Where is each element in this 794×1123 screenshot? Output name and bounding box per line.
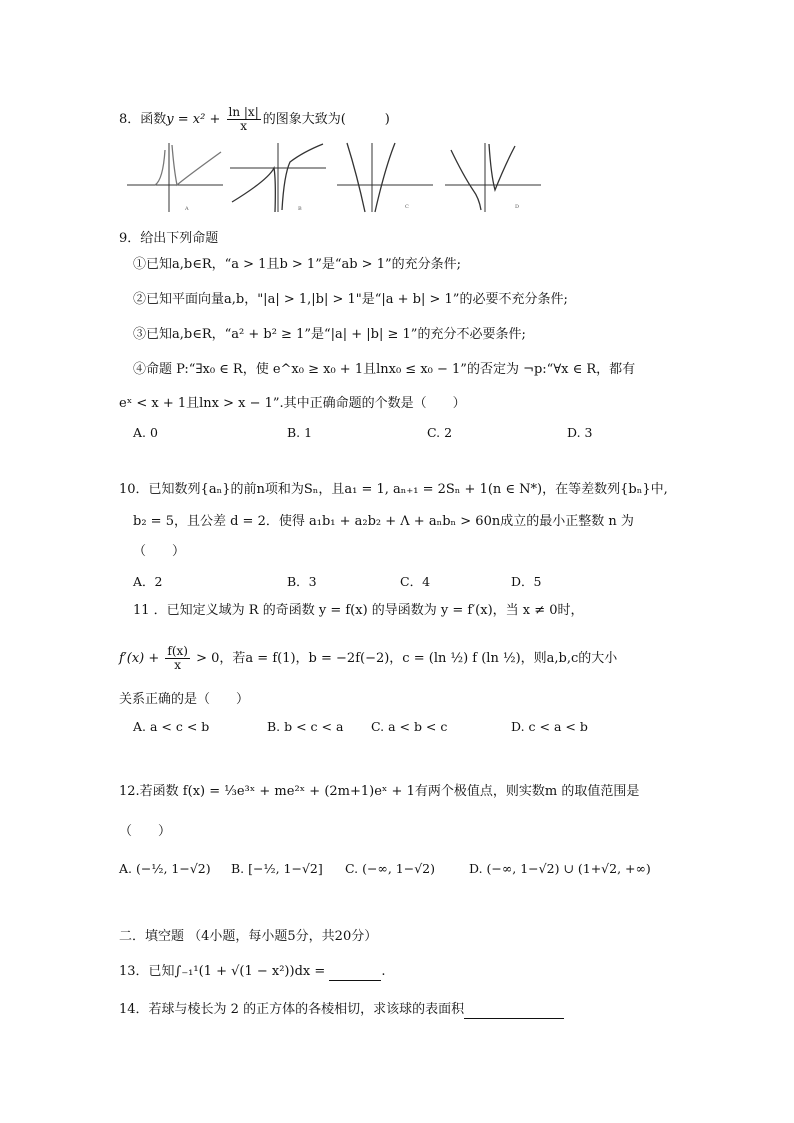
answer-blank xyxy=(329,966,381,981)
question-8: 8．函数y = x² + $\frac{\ln |x|}{x}$ 的图象大致为( ) xyxy=(119,105,390,133)
q10-option-b: B．3 xyxy=(287,574,317,589)
fraction: $\frac{\ln |x|}{x}$ xyxy=(228,105,259,133)
q11-option-d: D. c < a < b xyxy=(511,719,588,734)
q11-option-a: A. a < c < b xyxy=(133,719,210,734)
q9-item-4-cont: eˣ < x + 1且lnx > x − 1”.其中正确命题的个数是（ ） xyxy=(119,396,466,411)
q9-item-4: ④命题 P:“∃x₀ ∈ R，使 e^x₀ ≥ x₀ + 1且lnx₀ ≤ x₀ − 1”的否定为 ¬p:“∀x ∈ R，都有 xyxy=(133,362,636,377)
answer-blank xyxy=(464,1004,564,1019)
figure-a xyxy=(125,140,225,215)
q10-option-a: A．2 xyxy=(133,574,163,589)
q9-option-a: A. 0 xyxy=(133,425,158,440)
figure-label: C xyxy=(405,204,409,210)
question-10-line3: （ ） xyxy=(133,544,186,559)
figure-d xyxy=(443,140,543,215)
question-11-line2: f′(x) + $\frac{f(x)}{x}$ > 0，若a = f(1)，b = −2f(−2)，c = (ln ½) f (ln ½)，则a,b,c的大小 xyxy=(119,644,618,672)
question-9-stem: 9．给出下列命题 xyxy=(119,231,219,246)
section-heading: 二．填空题 （4小题，每小题5分，共20分） xyxy=(119,929,378,944)
question-11-line1: 11 ．已知定义域为 R 的奇函数 y = f(x) 的导函数为 y = f′(x)，当 x ≠ 0时， xyxy=(133,603,584,618)
question-10-line1: 10．已知数列{aₙ}的前n项和为Sₙ，且a₁ = 1, aₙ₊₁ = 2Sₙ + 1(n ∈ N*)，在等差数列{bₙ}中, xyxy=(119,482,668,497)
question-12-line2: （ ） xyxy=(119,824,172,839)
q12-option-c: C. (−∞, 1−√2) xyxy=(345,861,435,876)
q9-item-2: ②已知平面向量a,b，"|a| > 1,|b| > 1"是“|a + b| > 1”的必要不充分条件; xyxy=(133,292,568,307)
q12-option-d: D. (−∞, 1−√2) ∪ (1+√2, +∞) xyxy=(469,861,651,876)
question-11-line3: 关系正确的是（ ） xyxy=(119,692,250,707)
figure-label: D xyxy=(515,204,520,210)
figure-c xyxy=(335,140,435,215)
question-10-line2: b₂ = 5，且公差 d = 2．使得 a₁b₁ + a₂b₂ + Λ + aₙbₙ > 60n成立的最小正整数 n 为 xyxy=(133,514,634,529)
q12-option-b: B. [−½, 1−√2] xyxy=(231,861,323,876)
q12-option-a: A. (−½, 1−√2) xyxy=(119,861,211,876)
question-number: 8． xyxy=(119,112,141,127)
q10-option-c: C．4 xyxy=(400,574,431,589)
fraction: $\frac{f(x)}{x}$ xyxy=(167,644,188,672)
q11-option-c: C. a < b < c xyxy=(371,719,448,734)
question-14: 14．若球与棱长为 2 的正方体的各棱相切，求该球的表面积 xyxy=(119,1001,564,1019)
question-13: 13．已知∫₋₁¹(1 + √(1 − x²))dx = . xyxy=(119,964,386,979)
q9-option-b: B. 1 xyxy=(287,425,313,440)
q10-option-d: D．5 xyxy=(511,574,542,589)
figure-b xyxy=(228,140,328,215)
q9-item-3: ③已知a,b∈R，“a² + b² ≥ 1”是“|a| + |b| ≥ 1”的充分不必要条件; xyxy=(133,327,526,342)
q11-option-b: B. b < c < a xyxy=(267,719,344,734)
question-12-line1: 12.若函数 f(x) = ⅓e³ˣ + me²ˣ + (2m+1)eˣ + 1有两个极值点，则实数m 的取值范围是 xyxy=(119,784,640,799)
q9-item-1: ①已知a,b∈R，“a > 1且b > 1”是“ab > 1”的充分条件; xyxy=(133,257,462,272)
figure-label: A xyxy=(185,206,189,212)
q9-option-c: C. 2 xyxy=(427,425,453,440)
q9-option-d: D. 3 xyxy=(567,425,593,440)
figure-label: B xyxy=(298,206,302,212)
q8-figures xyxy=(125,140,555,215)
